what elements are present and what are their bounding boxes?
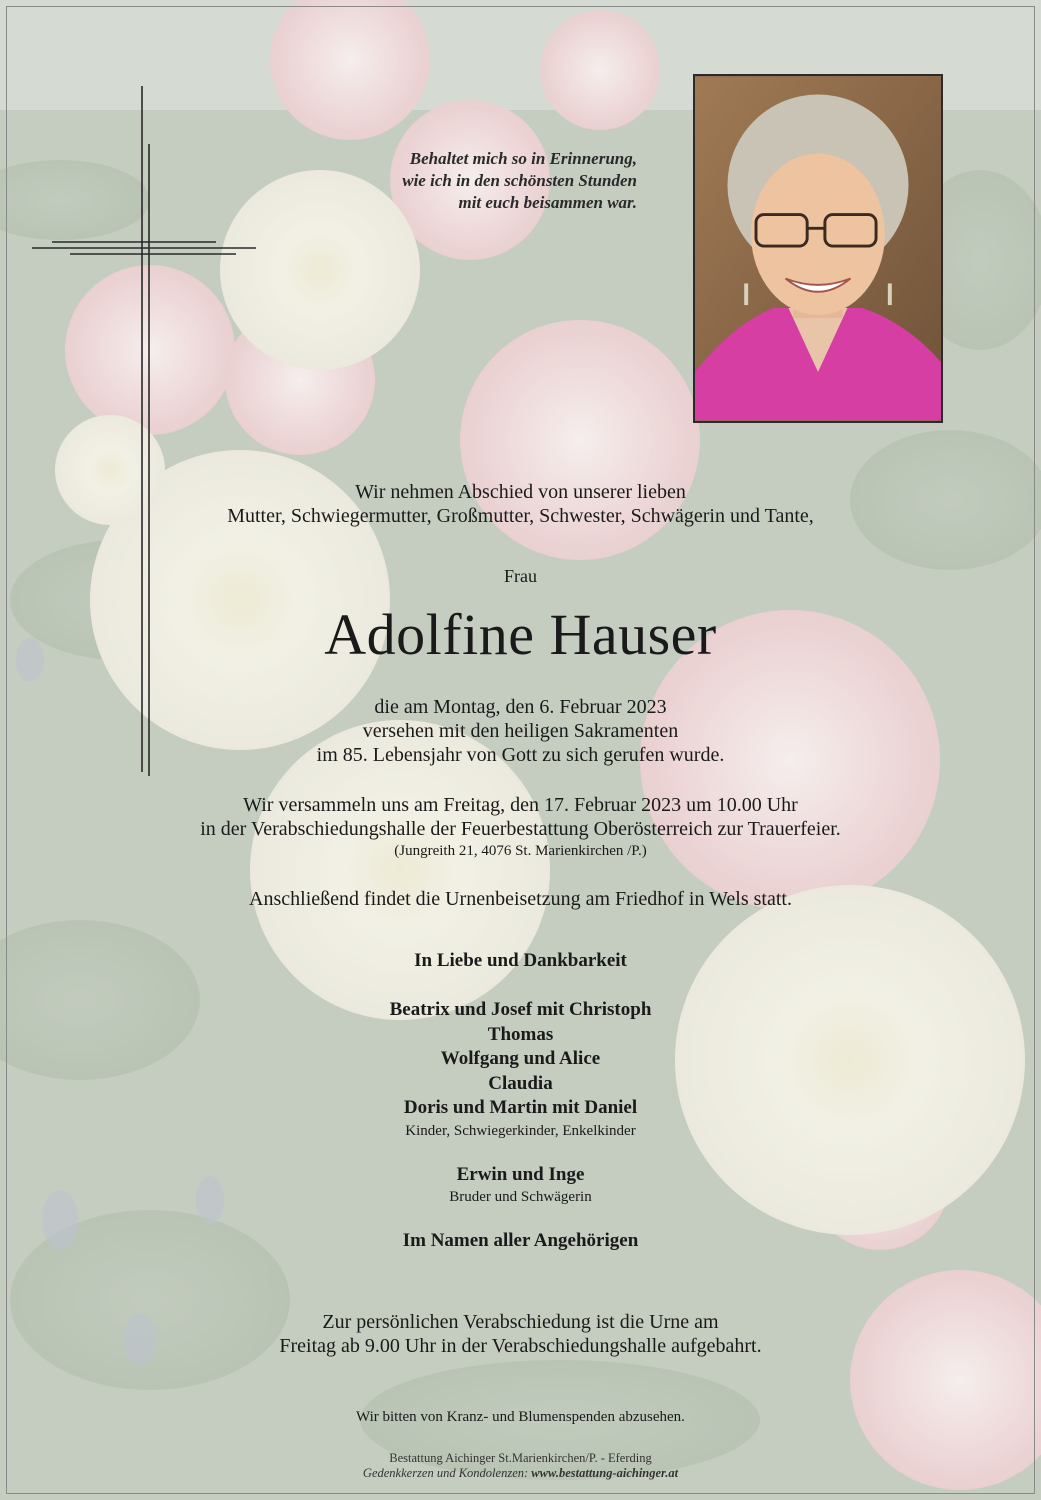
funeral-home: Bestattung Aichinger St.Marienkirchen/P. - Eferding [389,1451,652,1465]
death-line: versehen mit den heiligen Sakramenten [362,720,679,742]
intro-text [0,480,1041,528]
condolence-label: Gedenkkerzen und Kondolenzen: [362,1466,529,1480]
mourner-name: Claudia [488,1072,553,1094]
footer [0,1451,1041,1481]
death-line: die am Montag, den 6. Februar 2023 [374,696,667,718]
viewing-line: Freitag ab 9.00 Uhr in der Verabschiedungshalle aufgebahrt. [279,1335,762,1357]
ceremony-line: in der Verabschiedungshalle der Feuerbestattung Oberösterreich zur Trauerfeier. [200,818,841,840]
mourner-name: Doris und Martin mit Daniel [403,1097,638,1118]
motto-line: wie ich in den schönsten Stunden [402,171,637,190]
mourner-name: Wolfgang und Alice [440,1048,601,1069]
mourners-list [0,998,1041,1254]
mourner-name: Beatrix und Josef mit Christoph [389,999,652,1020]
all-relatives: Im Namen aller Angehörigen [402,1230,639,1251]
portrait-photo [693,74,943,423]
viewing-line: Zur persönlichen Verabschiedung ist die Urne am [322,1311,719,1333]
motto-line: mit euch beisammen war. [458,193,637,212]
no-flowers-request: Wir bitten von Kranz- und Blumenspenden abzusehen. [356,1409,685,1425]
mourner-name: Erwin und Inge [456,1163,585,1185]
ceremony-line: Wir versammeln uns am Freitag, den 17. Februar 2023 um 10.00 Uhr [243,794,798,816]
viewing-info [0,1310,1041,1358]
motto-quote [217,148,637,214]
mourner-name: Thomas [487,1023,554,1045]
mourner-relation: Kinder, Schwiegerkinder, Enkelkinder [405,1122,636,1139]
love-gratitude: In Liebe und Dankbarkeit [414,950,627,971]
burial-info: Anschließend findet die Urnenbeisetzung am Friedhof in Wels statt. [249,888,792,910]
deceased-name: Adolfine Hauser [324,602,717,667]
motto-line: Behaltet mich so in Erinnerung, [409,149,637,168]
website-link[interactable]: www.bestattung-aichinger.at [531,1466,679,1480]
death-notice [0,695,1041,767]
salutation: Frau [504,566,537,586]
ceremony-address: (Jungreith 21, 4076 St. Marienkirchen /P.) [394,843,647,859]
ceremony-info [0,793,1041,861]
intro-line: Mutter, Schwiegermutter, Großmutter, Schwester, Schwägerin und Tante, [227,505,814,527]
mourner-relation: Bruder und Schwägerin [449,1189,592,1205]
death-line: im 85. Lebensjahr von Gott zu sich gerufen wurde. [316,744,725,766]
intro-line: Wir nehmen Abschied von unserer lieben [355,481,686,503]
